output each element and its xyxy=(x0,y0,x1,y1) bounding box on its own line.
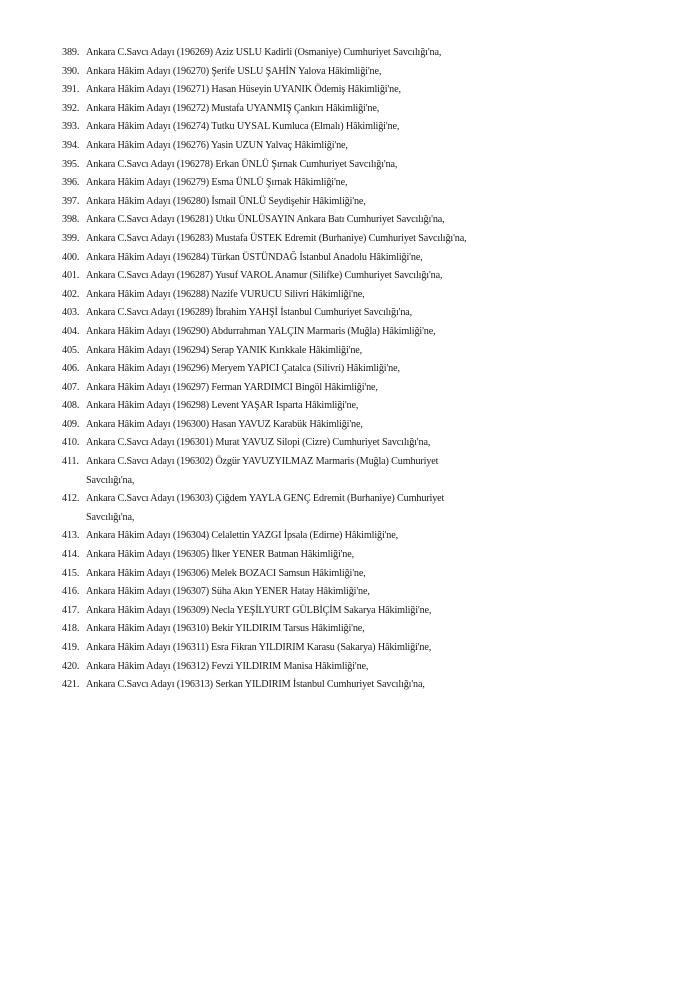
list-item xyxy=(62,100,662,119)
entry-number: 390. xyxy=(62,65,80,77)
entry-number: 410. xyxy=(62,437,80,449)
entry-text: Ankara Hâkim Adayı (196271) Hasan Hüseyin UYANIK Ödemiş Hâkimliği'ne, xyxy=(86,84,401,96)
entry-text: Ankara Hâkim Adayı (196310) Bekir YILDIRIM Tarsus Hâkimliği'ne, xyxy=(86,623,365,635)
entry-number: 404. xyxy=(62,325,80,337)
entry-text: Ankara C.Savcı Adayı (196301) Murat YAVUZ Silopi (Cizre) Cumhuriyet Savcılığı'na, xyxy=(86,437,431,449)
list-item xyxy=(62,211,662,230)
list-item xyxy=(62,44,662,63)
entry-number: 408. xyxy=(62,400,80,412)
list-item xyxy=(62,546,662,565)
list-item xyxy=(62,416,662,435)
list-item xyxy=(62,602,662,621)
entry-number: 412. xyxy=(62,493,80,505)
entry-number: 399. xyxy=(62,232,80,244)
appointment-list xyxy=(62,44,662,695)
entry-text: Ankara Hâkim Adayı (196311) Esra Fikran YILDIRIM Karasu (Sakarya) Hâkimliği'ne, xyxy=(86,642,432,653)
entry-number: 415. xyxy=(62,567,80,579)
entry-number: 407. xyxy=(62,381,80,393)
entry-text: Ankara C.Savcı Adayı (196269) Aziz USLU Kadirli (Osmaniye) Cumhuriyet Savcılığı'na, xyxy=(86,47,442,58)
list-item xyxy=(62,490,662,527)
entry-number: 414. xyxy=(62,549,80,561)
entry-text: Ankara Hâkim Adayı (196270) Şerife USLU ŞAHİN Yalova Hâkimliği'ne, xyxy=(86,65,382,77)
list-item xyxy=(62,434,662,453)
entry-number: 395. xyxy=(62,158,80,170)
list-item xyxy=(62,583,662,602)
entry-text: Ankara Hâkim Adayı (196312) Fevzi YILDIRIM Manisa Hâkimliği'ne, xyxy=(86,660,369,672)
list-item xyxy=(62,174,662,193)
list-item xyxy=(62,453,662,490)
entry-text: Ankara Hâkim Adayı (196298) Levent YAŞAR Isparta Hâkimliği'ne, xyxy=(86,400,359,412)
entry-text: Ankara C.Savcı Adayı (196302) Özgür YAVUZYILMAZ Marmaris (Muğla) Cumhuriyet Savcılığı'na, xyxy=(86,456,439,486)
entry-text: Ankara C.Savcı Adayı (196278) Erkan ÜNLÜ Şırnak Cumhuriyet Savcılığı'na, xyxy=(86,158,398,170)
list-item xyxy=(62,323,662,342)
entry-text: Ankara Hâkim Adayı (196274) Tutku UYSAL Kumluca (Elmalı) Hâkimliği'ne, xyxy=(86,121,400,133)
list-item xyxy=(62,397,662,416)
entry-number: 409. xyxy=(62,418,80,430)
entry-number: 389. xyxy=(62,47,80,58)
list-item xyxy=(62,63,662,82)
list-item xyxy=(62,156,662,175)
entry-number: 418. xyxy=(62,623,80,635)
entry-text: Ankara Hâkim Adayı (196305) İlker YENER Batman Hâkimliği'ne, xyxy=(86,549,355,561)
entry-number: 416. xyxy=(62,586,80,598)
list-item xyxy=(62,658,662,677)
entry-number: 393. xyxy=(62,121,80,133)
entry-number: 400. xyxy=(62,251,80,263)
list-item xyxy=(62,620,662,639)
entry-text: Ankara Hâkim Adayı (196288) Nazife VURUCU Silivri Hâkimliği'ne, xyxy=(86,288,365,300)
entry-number: 417. xyxy=(62,604,80,616)
entry-text: Ankara C.Savcı Adayı (196281) Utku ÜNLÜSAYIN Ankara Batı Cumhuriyet Savcılığı'na, xyxy=(86,214,445,226)
entry-text: Ankara C.Savcı Adayı (196289) İbrahim YAHŞİ İstanbul Cumhuriyet Savcılığı'na, xyxy=(86,307,413,319)
entry-text: Ankara Hâkim Adayı (196296) Meryem YAPICI Çatalca (Silivri) Hâkimliği'ne, xyxy=(86,363,400,375)
list-item xyxy=(62,527,662,546)
entry-number: 401. xyxy=(62,270,80,282)
list-item xyxy=(62,304,662,323)
entry-text: Ankara Hâkim Adayı (196309) Necla YEŞİLYURT GÜLBİÇİM Sakarya Hâkimliği'ne, xyxy=(86,604,432,616)
list-item xyxy=(62,193,662,212)
entry-text: Ankara Hâkim Adayı (196307) Süha Akın YENER Hatay Hâkimliği'ne, xyxy=(86,586,370,598)
entry-number: 398. xyxy=(62,214,80,226)
entry-text: Ankara C.Savcı Adayı (196303) Çiğdem YAYLA GENÇ Edremit (Burhaniye) Cumhuriyet Savcılığı'na, xyxy=(86,493,445,523)
entry-number: 419. xyxy=(62,642,80,653)
entry-text: Ankara C.Savcı Adayı (196287) Yusuf VAROL Anamur (Silifke) Cumhuriyet Savcılığı'na, xyxy=(86,270,443,282)
entry-number: 403. xyxy=(62,307,80,319)
entry-text: Ankara Hâkim Adayı (196279) Esma ÜNLÜ Şırnak Hâkimliği'ne, xyxy=(86,177,348,189)
list-item xyxy=(62,249,662,268)
entry-number: 391. xyxy=(62,84,80,96)
entry-number: 411. xyxy=(62,456,79,468)
list-item xyxy=(62,286,662,305)
list-item xyxy=(62,137,662,156)
entry-text: Ankara Hâkim Adayı (196300) Hasan YAVUZ Karabük Hâkimliği'ne, xyxy=(86,418,363,430)
list-item xyxy=(62,360,662,379)
list-item xyxy=(62,267,662,286)
entry-text: Ankara Hâkim Adayı (196306) Melek BOZACI Samsun Hâkimliği'ne, xyxy=(86,567,366,579)
entry-number: 397. xyxy=(62,195,80,207)
entry-number: 406. xyxy=(62,363,80,375)
entry-text: Ankara C.Savcı Adayı (196283) Mustafa ÜSTEK Edremit (Burhaniye) Cumhuriyet Savcılığı'na, xyxy=(86,232,467,244)
list-item xyxy=(62,118,662,137)
list-item xyxy=(62,565,662,584)
entry-number: 413. xyxy=(62,530,80,542)
list-item xyxy=(62,342,662,361)
entry-text: Ankara Hâkim Adayı (196272) Mustafa UYANMIŞ Çankırı Hâkimliği'ne, xyxy=(86,102,380,114)
entry-text: Ankara Hâkim Adayı (196294) Serap YANIK Kırıkkale Hâkimliği'ne, xyxy=(86,344,363,356)
entry-text: Ankara Hâkim Adayı (196276) Yasin UZUN Yalvaç Hâkimliği'ne, xyxy=(86,139,348,151)
entry-number: 402. xyxy=(62,288,80,300)
entry-number: 421. xyxy=(62,679,80,691)
list-item xyxy=(62,639,662,658)
entry-text: Ankara Hâkim Adayı (196297) Ferman YARDIMCI Bingöl Hâkimliği'ne, xyxy=(86,381,378,393)
list-item xyxy=(62,81,662,100)
list-item xyxy=(62,379,662,398)
entry-number: 394. xyxy=(62,139,80,151)
entry-text: Ankara C.Savcı Adayı (196313) Serkan YILDIRIM İstanbul Cumhuriyet Savcılığı'na, xyxy=(86,679,425,691)
entry-number: 405. xyxy=(62,344,80,356)
list-item xyxy=(62,230,662,249)
entry-text: Ankara Hâkim Adayı (196284) Türkan ÜSTÜNDAĞ İstanbul Anadolu Hâkimliği'ne, xyxy=(86,251,423,263)
entry-number: 420. xyxy=(62,660,80,672)
entry-number: 396. xyxy=(62,177,80,189)
entry-text: Ankara Hâkim Adayı (196290) Abdurrahman YALÇIN Marmaris (Muğla) Hâkimliği'ne, xyxy=(86,325,436,337)
list-item xyxy=(62,676,662,695)
entry-number: 392. xyxy=(62,102,80,114)
entry-text: Ankara Hâkim Adayı (196304) Celalettin YAZGI İpsala (Edirne) Hâkimliği'ne, xyxy=(86,530,399,542)
entry-text: Ankara Hâkim Adayı (196280) İsmail ÜNLÜ Seydişehir Hâkimliği'ne, xyxy=(86,195,366,207)
